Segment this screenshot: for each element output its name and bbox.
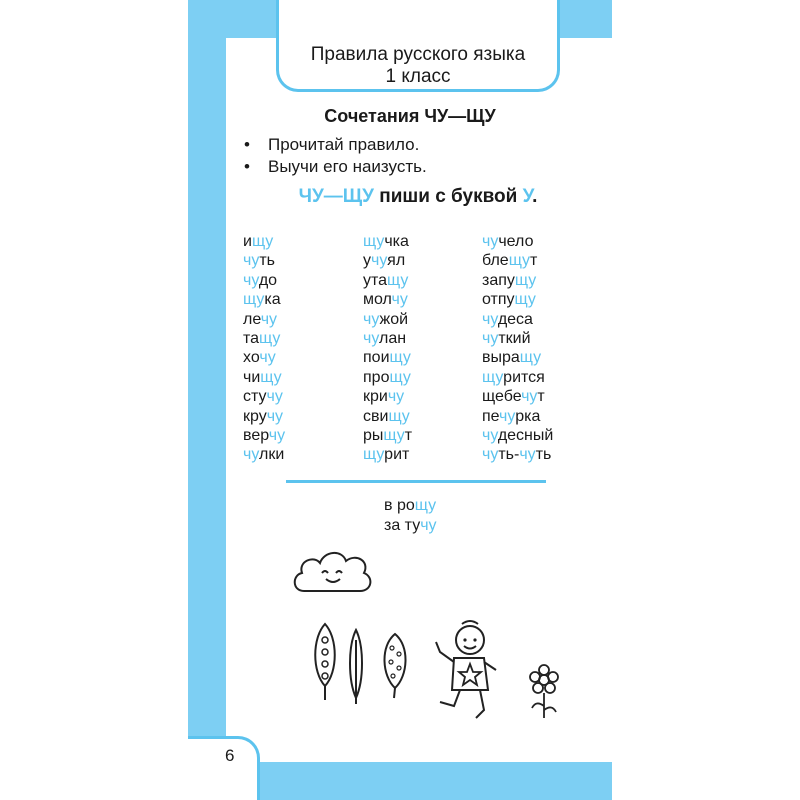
word-item: [482, 310, 553, 329]
word-part: у: [363, 252, 371, 270]
word-item: [363, 368, 412, 387]
word-highlight: чу: [259, 349, 276, 367]
word-item: [363, 310, 412, 329]
word-part: рка: [515, 407, 541, 425]
word-part: кри: [363, 388, 388, 406]
word-highlight: чу: [268, 427, 286, 445]
word-part: чело: [498, 233, 534, 250]
word-item: [243, 368, 285, 387]
word-item: [482, 387, 553, 406]
word-part: мол: [363, 291, 392, 309]
leaf-icon: [380, 632, 410, 700]
phrase-highlight: щу: [414, 497, 437, 514]
word-highlight: щу: [389, 368, 411, 386]
word-part: ть-: [498, 446, 520, 464]
word-part: пои: [363, 349, 390, 367]
word-part: жой: [379, 310, 409, 328]
word-item: [482, 271, 553, 290]
leaf-icon: [346, 628, 366, 706]
word-item: [363, 387, 412, 406]
word-item: [243, 251, 285, 270]
word-item: [243, 290, 285, 309]
word-highlight: щу: [259, 330, 281, 348]
word-part: ле: [243, 310, 261, 328]
word-highlight: щу: [251, 233, 274, 250]
word-item: [243, 426, 285, 445]
word-highlight: щу: [243, 291, 265, 309]
word-highlight: чу: [266, 407, 284, 425]
word-highlight: щу: [514, 271, 537, 289]
word-highlight: щу: [387, 271, 409, 289]
word-column-2: [363, 232, 412, 465]
word-part: т: [404, 427, 413, 445]
word-highlight: чу: [266, 388, 283, 406]
word-item: [482, 407, 553, 426]
word-highlight: щу: [389, 349, 411, 367]
phrase-list: [384, 496, 437, 536]
word-part: десный: [497, 427, 554, 445]
section-title: Сочетания ЧУ—ЩУ: [324, 106, 496, 126]
word-part: про: [363, 368, 390, 386]
instruction-item: • Выучи его наизусть.: [244, 156, 427, 178]
word-highlight: чу: [521, 388, 538, 406]
word-item: [482, 445, 553, 464]
word-item: [363, 407, 412, 426]
word-item: [363, 426, 412, 445]
flower-icon: [526, 664, 562, 720]
word-item: [363, 348, 412, 367]
word-part: т: [530, 252, 538, 270]
word-highlight: щу: [514, 291, 536, 309]
word-part: лан: [378, 330, 407, 348]
word-item: [363, 232, 412, 251]
word-item: [243, 348, 285, 367]
book-title: Правила русского языка: [310, 44, 526, 65]
word-part: отпу: [482, 291, 515, 309]
word-item: [363, 251, 412, 270]
word-highlight: щу: [260, 368, 282, 386]
word-part: та: [243, 330, 260, 348]
word-item: [243, 271, 285, 290]
word-highlight: чу: [499, 407, 516, 425]
word-highlight: щу: [383, 427, 405, 445]
word-part: пе: [482, 407, 500, 425]
word-highlight: чу: [260, 310, 278, 328]
phrase-item: [384, 496, 437, 516]
word-item: [243, 329, 285, 348]
rule-period: .: [532, 186, 538, 207]
word-highlight: чу: [363, 330, 379, 348]
word-highlight: чу: [387, 388, 405, 406]
word-highlight: щу: [519, 349, 542, 367]
word-part: ры: [363, 427, 384, 445]
word-part: вер: [243, 427, 269, 445]
word-part: ткий: [498, 330, 531, 348]
word-part: запу: [482, 271, 515, 289]
word-highlight: щу: [363, 233, 385, 250]
word-part: рит: [384, 446, 410, 464]
phrase-highlight: чу: [420, 517, 437, 534]
word-part: чи: [243, 368, 261, 386]
word-part: ть: [259, 252, 276, 270]
word-item: [363, 329, 412, 348]
word-part: бле: [482, 252, 509, 270]
word-part: рится: [503, 368, 545, 386]
word-part: и: [243, 233, 252, 250]
word-highlight: чу: [482, 446, 499, 464]
word-highlight: чу: [391, 291, 408, 309]
word-item: [243, 407, 285, 426]
child-icon: [430, 618, 502, 726]
phrase-item: [384, 516, 437, 536]
word-part: деса: [497, 310, 533, 328]
word-part: хо: [243, 349, 260, 367]
word-part: сту: [243, 388, 267, 406]
word-highlight: чу: [482, 427, 498, 445]
word-part: кру: [243, 407, 267, 425]
word-part: сви: [363, 407, 389, 425]
cloud-icon: [290, 545, 376, 599]
divider-line: [286, 480, 546, 483]
word-highlight: щу: [388, 407, 410, 425]
word-highlight: чу: [371, 252, 388, 270]
instruction-item: • Прочитай правило.: [244, 134, 427, 156]
word-highlight: чу: [363, 310, 380, 328]
header-tab: [276, 0, 560, 92]
rule-text: пиши с буквой: [373, 186, 523, 207]
book-grade: 1 класс: [385, 66, 451, 87]
word-column-1: [243, 232, 285, 465]
word-item: [482, 290, 553, 309]
word-part: лки: [258, 446, 285, 464]
word-item: [243, 232, 285, 251]
word-item: [363, 271, 412, 290]
word-item: [482, 368, 553, 387]
word-part: до: [258, 271, 278, 289]
word-item: [243, 387, 285, 406]
word-part: ута: [363, 271, 388, 289]
word-column-3: [482, 232, 553, 465]
rule-highlight-chu-shchu: ЧУ—ЩУ: [298, 186, 374, 207]
word-item: [482, 329, 553, 348]
word-part: выра: [482, 349, 520, 367]
word-item: [363, 290, 412, 309]
word-item: [482, 426, 553, 445]
word-part: чка: [384, 233, 409, 250]
word-item: [363, 445, 412, 464]
word-part: щебе: [482, 388, 522, 406]
phrase-part: за ту: [384, 517, 421, 534]
word-highlight: чу: [482, 233, 499, 250]
word-highlight: чу: [243, 271, 259, 289]
word-part: ял: [387, 252, 406, 270]
instruction-list: [244, 134, 427, 178]
word-highlight: щу: [363, 446, 385, 464]
page-number: 6: [225, 746, 235, 765]
word-part: ть: [535, 446, 552, 464]
word-highlight: чу: [243, 252, 260, 270]
rule-statement: [288, 186, 548, 208]
word-highlight: чу: [482, 310, 498, 328]
word-highlight: чу: [243, 446, 259, 464]
word-part: т: [537, 388, 545, 406]
rule-highlight-letter: У: [522, 186, 533, 207]
word-item: [482, 251, 553, 270]
leaf-icon: [312, 622, 338, 702]
phrase-part: в ро: [384, 497, 415, 514]
word-highlight: щу: [508, 252, 531, 270]
word-item: [482, 232, 553, 251]
word-item: [482, 348, 553, 367]
word-item: [243, 310, 285, 329]
word-item: [243, 445, 285, 464]
word-highlight: щу: [482, 368, 504, 386]
word-highlight: чу: [519, 446, 536, 464]
word-part: ка: [264, 291, 281, 309]
word-highlight: чу: [482, 330, 499, 348]
page-number-tab: [188, 736, 260, 800]
